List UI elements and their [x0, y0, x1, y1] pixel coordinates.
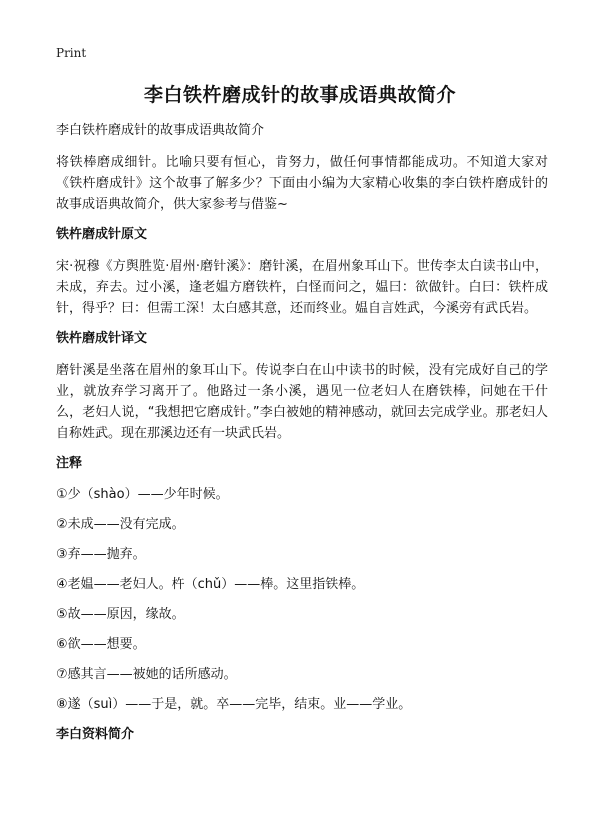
original-text-paragraph: 宋·祝穆《方舆胜览·眉州·磨针溪》：磨针溪，在眉州象耳山下。世传李太白读书山中，未成，弃去。过小溪，逢老媪方磨铁杵，白怪而问之，媪曰：欲做针。白曰：铁杵成针，得乎？曰：但需工深！太白感其意，还而终业。媪自言姓武，今溪旁有武氏岩。	[56, 259, 548, 316]
note-item: ⑦感其言——被她的话所感动。	[56, 667, 237, 682]
article-subtitle: 李白铁杵磨成针的故事成语典故简介	[56, 123, 265, 138]
note-item: ①少（shào）——少年时候。	[56, 487, 229, 502]
note-item: ②未成——没有完成。	[56, 517, 185, 532]
article-body	[56, 120, 548, 756]
page-title: 李白铁杵磨成针的故事成语典故简介	[143, 84, 456, 106]
translation-paragraph: 磨针溪是坐落在眉州的象耳山下。传说李白在山中读书的时候，没有完成好自己的学业，就放弃学习离开了。他路过一条小溪，遇见一位老妇人在磨铁棒，问她在干什么，老妇人说，“我想把它磨成针。”李白被她的精神感动，就回去完成学业。那老妇人自称姓武。现在那溪边还有一块武氏岩。	[56, 363, 548, 441]
intro-paragraph: 将铁棒磨成细针。比喻只要有恒心，肯努力，做任何事情都能成功。不知道大家对《铁杵磨成针》这个故事了解多少？下面由小编为大家精心收集的李白铁杵磨成针的故事成语典故简介，供大家参考与借鉴~	[56, 155, 548, 212]
note-item: ④老媪——老妇人。杵（chǔ）——棒。这里指铁棒。	[56, 577, 365, 592]
original-text-heading: 铁杵磨成针原文	[56, 227, 148, 242]
notes-heading: 注释	[56, 456, 83, 471]
note-item: ⑧遂（suì）——于是，就。卒——完毕，结束。业——学业。	[56, 697, 412, 712]
note-item: ③弃——抛弃。	[56, 547, 146, 562]
note-item: ⑥欲——想要。	[56, 637, 146, 652]
translation-heading: 铁杵磨成针译文	[56, 331, 148, 346]
notes-list	[56, 485, 548, 715]
note-item: ⑤故——原因，缘故。	[56, 607, 185, 622]
bio-heading: 李白资料简介	[56, 727, 135, 742]
print-link[interactable]: Print	[56, 46, 87, 60]
